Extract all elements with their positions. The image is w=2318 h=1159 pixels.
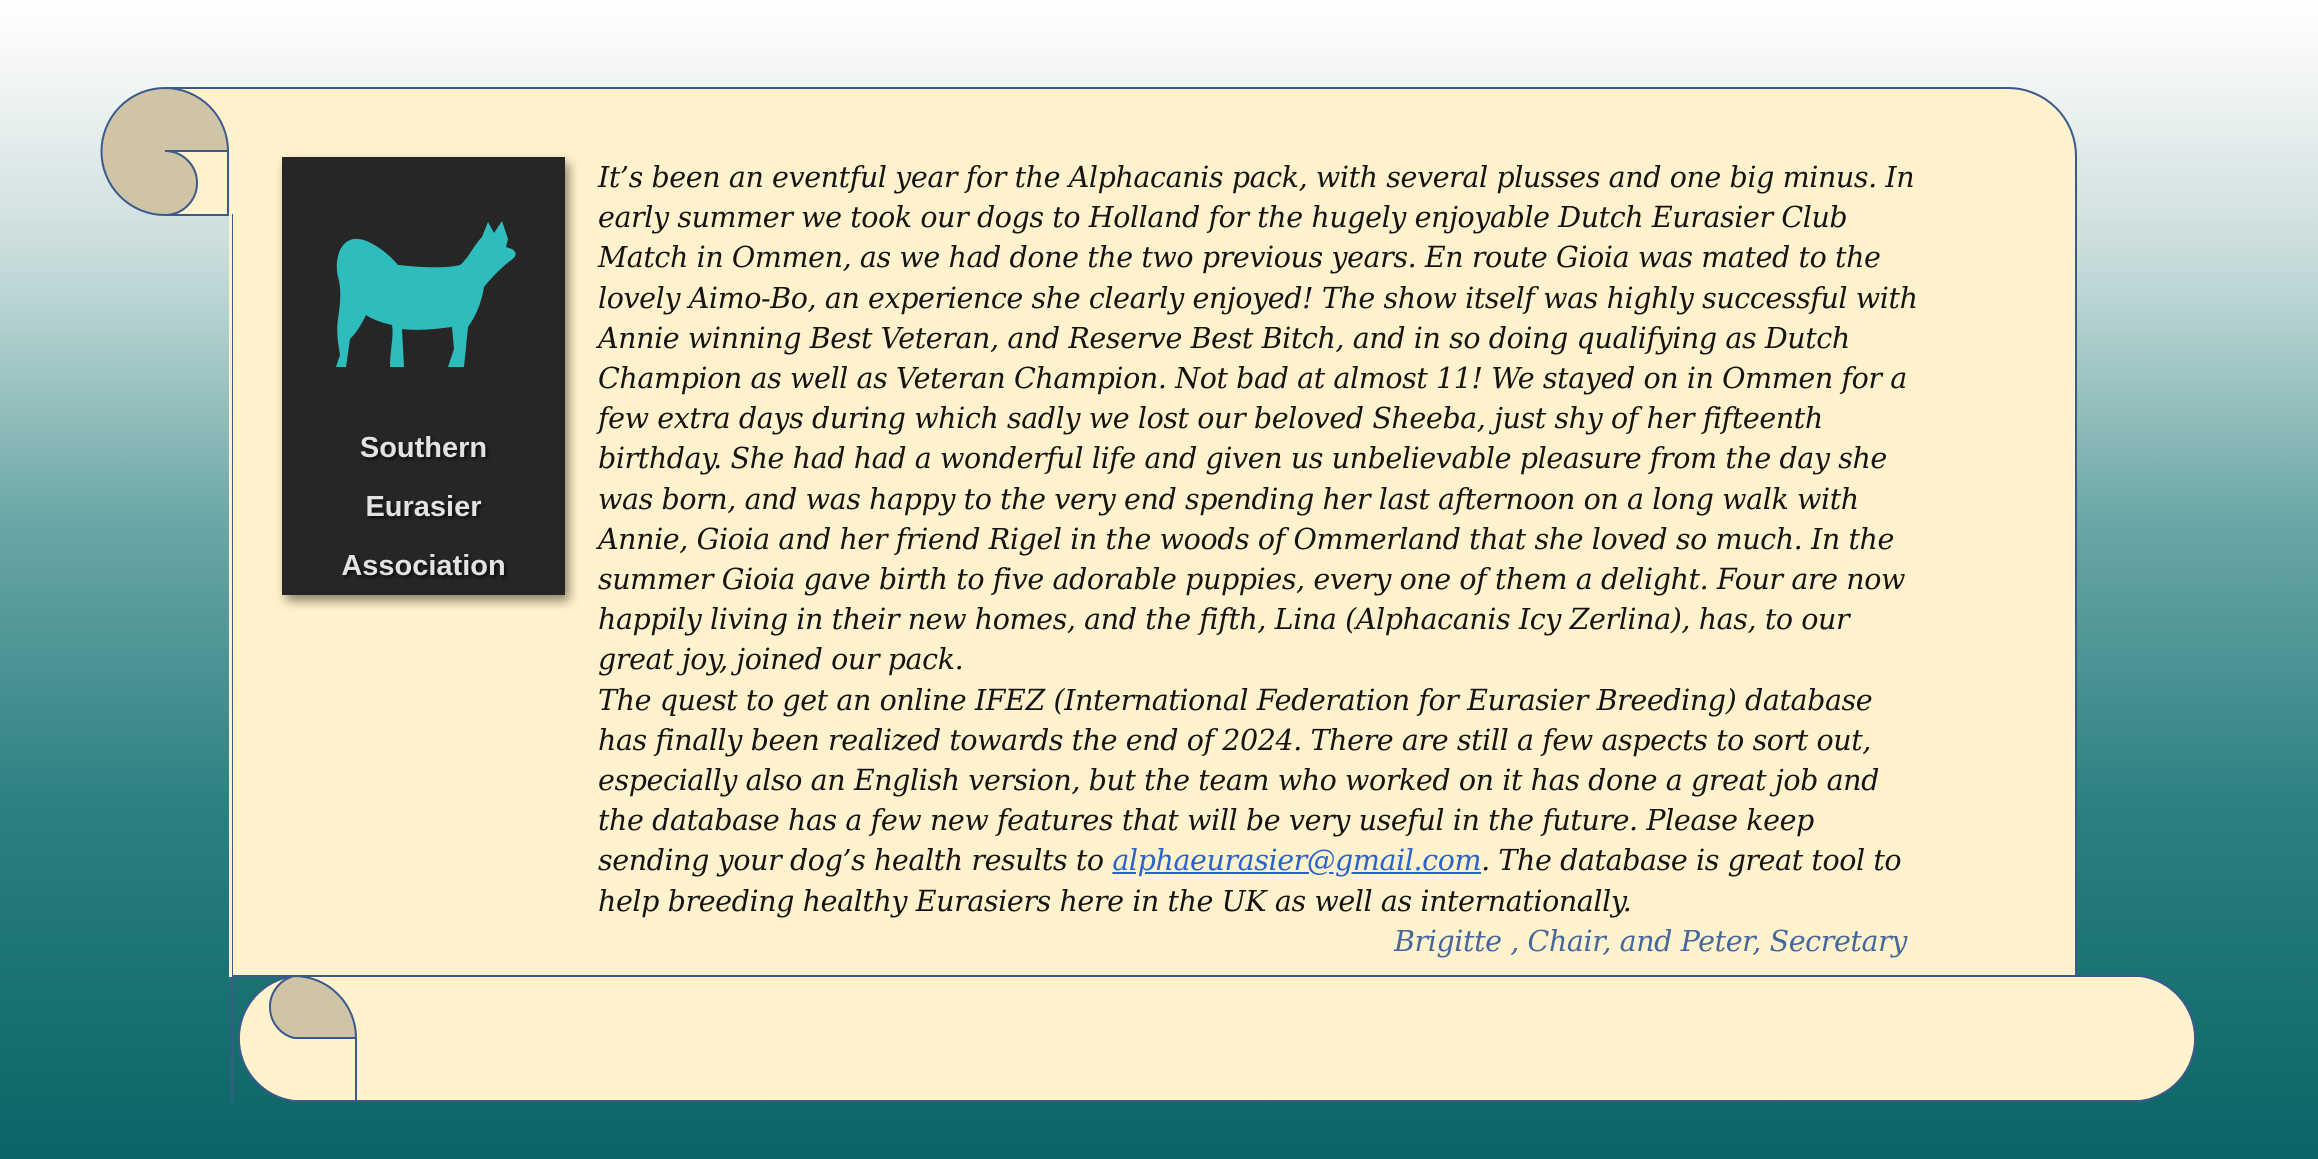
logo-line-association: Association — [341, 550, 506, 582]
letter-body — [598, 158, 1923, 962]
letter-paragraph-1: It’s been an eventful year for the Alphacanis pack, with several plusses and one big minus. In early summer we took our dogs to Holland for the hugely enjoyable Dutch Eurasier Club Match in Ommen, as we had done the two previous years. En route Gioia was mated to the lovely Aimo-Bo, an experience she clearly enjoyed! The show itself was highly successful with Annie winning Best Veteran, and Reserve Best Bitch, and in so doing qualifying as Dutch Champion as well as Veteran Champion. Not bad at almost 11! We stayed on in Ommen for a few extra days during which sadly we lost our beloved Sheeba, just shy of her fifteenth birthday. She had had a wonderful life and given us unbelievable pleasure from the day she was born, and was happy to the very end spending her last afternoon on a long walk with Annie, Gioia and her friend Rigel in the woods of Ommerland that she loved so much. In the summer Gioia gave birth to five adorable puppies, every one of them a delight. Four are now happily living in their new homes, and the fifth, Lina (Alphacanis Icy Zerlina), has, to our great joy, joined our pack. — [598, 161, 1918, 677]
association-logo — [282, 157, 565, 595]
paragraph-2-text-start: The quest to get an online IFEZ (International Federation for Eurasier Breeding) database has finally been realized towards the end of 2024. There are still a few aspects to sort out, especially also an English version, but the team who worked on it has done a great job and the database has a few new features that will be very useful in the future. Please keep sending your dog’s health results to — [598, 683, 1879, 878]
logo-line-eurasier: Eurasier — [365, 491, 482, 523]
bottom-roll — [239, 976, 2195, 1101]
paragraph-2-text-end: . The database is great tool to help breeding healthy Eurasiers here in the UK as well as internationally. — [598, 844, 1902, 918]
signature: Brigitte , Chair, and Peter, Secretary — [1393, 924, 1907, 958]
letter-paragraph-2 — [598, 681, 1923, 922]
eurasier-dog-icon — [332, 219, 517, 369]
email-link[interactable]: alphaeurasier@gmail.com — [1112, 844, 1482, 878]
logo-line-southern: Southern — [359, 432, 488, 464]
